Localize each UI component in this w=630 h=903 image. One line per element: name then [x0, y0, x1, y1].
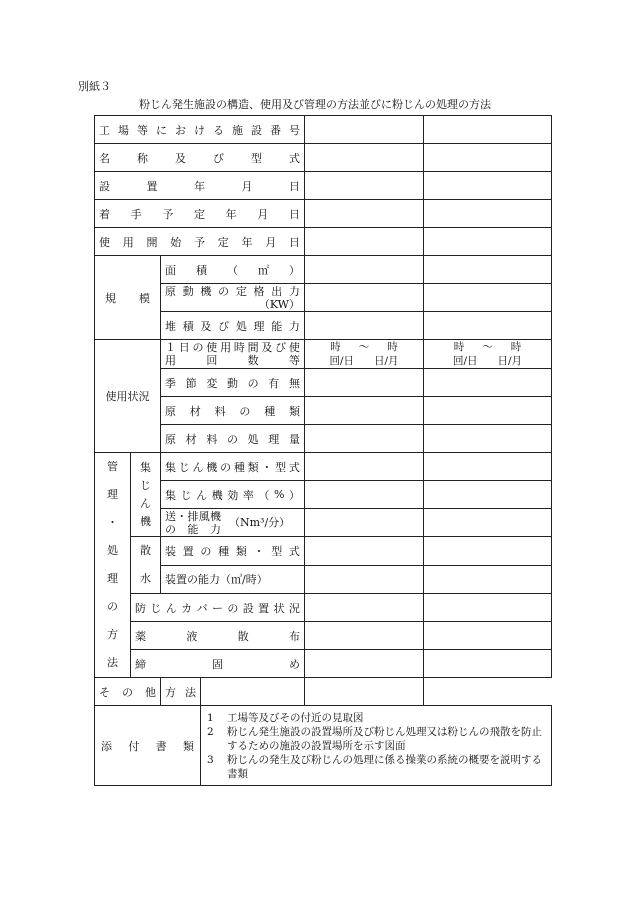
row-label-spray-capacity: 装置の能力（㎥/時） — [165, 573, 268, 587]
row-label-facility-number: 工 場 等 に お け る 施 設 番 号 — [99, 123, 300, 137]
value-cell[interactable] — [424, 228, 552, 256]
facility-form-table — [94, 115, 552, 786]
row-label-install-date: 設 置 年 月 日 — [99, 179, 300, 193]
row-label-area: 面 積 （ ㎡ ） — [165, 263, 300, 277]
attachment-item: 2 粉じん発生施設の設置場所及び粉じん処理又は粉じんの飛散を防止するための施設の設置場所を示す図面 — [207, 725, 542, 752]
value-cell[interactable] — [305, 678, 424, 706]
value-cell[interactable] — [424, 144, 552, 172]
value-cell[interactable] — [424, 256, 552, 284]
value-cell[interactable] — [305, 172, 424, 200]
value-cell[interactable] — [305, 256, 424, 284]
value-cell[interactable] — [424, 453, 552, 481]
row-label-fan-capacity: 送 ・ 排 風 機 の 能 力 （Nm³/分） — [165, 509, 291, 536]
document-label: 別紙３ — [78, 80, 111, 93]
row-label-hours: １ 日 の 使 用 時 間 及 び 使 用 回 数 等 — [165, 341, 300, 367]
value-cell[interactable] — [305, 200, 424, 228]
row-label-other-method: 方 法 — [165, 685, 196, 699]
row-label-seasonal: 季 節 変 動 の 有 無 — [165, 376, 300, 390]
group-label-usage: 使用状況 — [105, 390, 150, 403]
value-cell[interactable] — [424, 425, 552, 453]
value-cell[interactable] — [305, 565, 424, 594]
value-cell[interactable] — [424, 116, 552, 144]
attachment-item: 3 粉じんの発生及び粉じんの処理に係る操業の系統の概要を説明する書類 — [207, 753, 542, 780]
value-cell[interactable] — [424, 622, 552, 650]
row-label-spray-type: 装 置 の 種 類 ・ 型 式 — [165, 544, 300, 558]
value-cell[interactable] — [305, 144, 424, 172]
group-label-collector: 集 じ ん 機 — [140, 460, 151, 528]
row-label-use-start: 使 用 開 始 予 定 年 月 日 — [99, 235, 300, 249]
row-label-material-type: 原 材 料 の 種 類 — [165, 404, 300, 418]
group-label-management: 管 理 ・ 処 理 の 方 法 — [107, 460, 118, 669]
row-label-collector-type: 集 じ ん 機 の 種 類 ・ 型 式 — [165, 460, 300, 474]
value-cell[interactable] — [305, 397, 424, 425]
row-label-start-date: 着 手 予 定 年 月 日 — [99, 207, 300, 221]
value-cell[interactable] — [305, 650, 424, 678]
value-cell[interactable] — [424, 509, 552, 537]
value-cell[interactable] — [424, 284, 552, 312]
value-cell[interactable] — [305, 481, 424, 509]
usage-time-cell[interactable]: 時 〜 時 回/日 日/月 — [424, 340, 552, 369]
value-cell[interactable] — [305, 425, 424, 453]
value-cell[interactable] — [424, 312, 552, 340]
row-label-compaction: 締 固 め — [135, 657, 300, 671]
value-cell[interactable] — [424, 537, 552, 566]
value-cell[interactable] — [201, 678, 305, 706]
value-cell[interactable] — [424, 650, 552, 678]
group-label-spray: 散 水 — [140, 544, 151, 585]
value-cell[interactable] — [424, 397, 552, 425]
value-cell[interactable] — [305, 622, 424, 650]
row-label-capacity: 堆 積 及 び 処 理 能 力 — [165, 319, 300, 333]
value-cell[interactable] — [305, 537, 424, 566]
value-cell[interactable] — [424, 369, 552, 397]
value-cell[interactable] — [424, 200, 552, 228]
value-cell[interactable] — [305, 509, 424, 537]
row-label-material-amount: 原 材 料 の 処 理 量 — [165, 432, 300, 446]
group-label-scale: 規 模 — [105, 291, 150, 305]
row-label-other: そ の 他 — [99, 685, 156, 699]
value-cell[interactable] — [424, 565, 552, 594]
value-cell[interactable] — [424, 594, 552, 622]
value-cell[interactable] — [305, 228, 424, 256]
row-label-cover: 防 じ ん カ バ ー の 設 置 状 況 — [135, 601, 300, 615]
attachments-list — [201, 706, 552, 786]
row-label-name-type: 名 称 及 び 型 式 — [99, 151, 300, 165]
row-label-motor-output: 原 動 機 の 定 格 出 力 （KW） — [165, 284, 300, 311]
value-cell[interactable] — [424, 481, 552, 509]
value-cell[interactable] — [305, 594, 424, 622]
value-cell[interactable] — [424, 172, 552, 200]
value-cell[interactable] — [305, 369, 424, 397]
row-label-attachments: 添 付 書 類 — [101, 739, 194, 753]
value-cell[interactable] — [305, 312, 424, 340]
value-cell[interactable] — [305, 116, 424, 144]
document-title: 粉じん発生施設の構造、使用及び管理の方法並びに粉じんの処理の方法 — [139, 98, 491, 111]
attachment-item: 1 工場等及びその付近の見取図 — [207, 711, 364, 724]
value-cell[interactable] — [305, 453, 424, 481]
row-label-collector-efficiency: 集 じ ん 機 効 率 （ % ） — [165, 488, 300, 502]
value-cell[interactable] — [305, 284, 424, 312]
row-label-chemical: 薬 液 散 布 — [135, 629, 300, 643]
usage-time-cell[interactable]: 時 〜 時 回/日 日/月 — [305, 340, 424, 369]
